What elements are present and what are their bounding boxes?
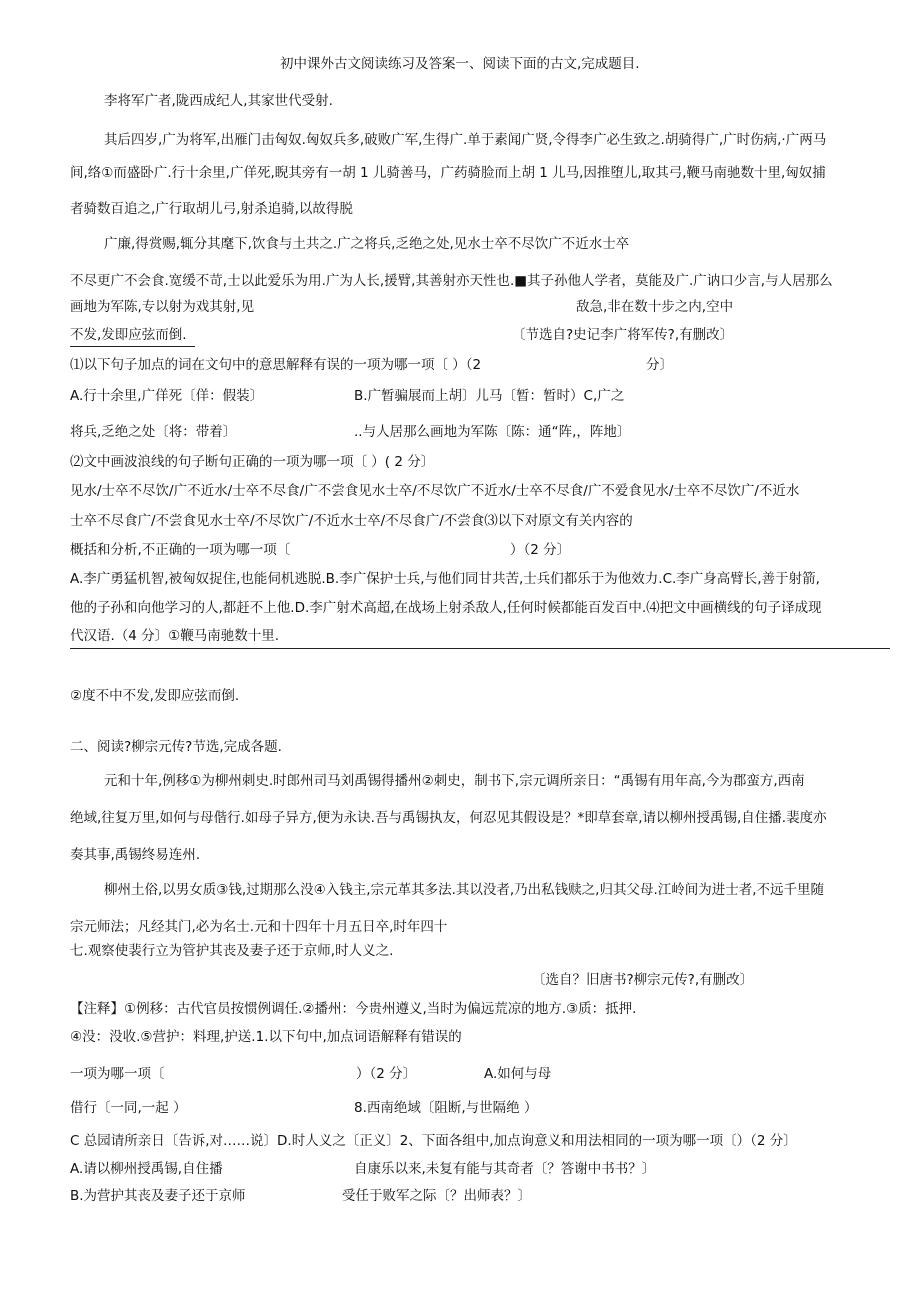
option-line: A.请以柳州授禹锡,自住播 <box>70 1161 223 1177</box>
option-line: 受任于败军之际〔？出师表？〕 <box>342 1188 531 1204</box>
option-line: 借行〔一同,一起 ） <box>70 1100 187 1116</box>
text-line: 奏其事,禹锡终易连州. <box>70 847 201 863</box>
option-line: B.为营护其丧及妻子还于京师 <box>70 1188 246 1204</box>
option-line: A.行十余里,广佯死〔佯：假装〕 <box>70 388 264 404</box>
text-line: 画地为军陈,专以射为戏其射,见 <box>70 299 255 315</box>
question-line: 分〕 <box>646 357 673 373</box>
page-title: 初中课外古文阅读练习及答案一、阅读下面的古文,完成题目. <box>280 56 640 72</box>
text-line: 者骑数百追之,广行取胡儿弓,射杀追骑,以故得脱 <box>70 201 353 217</box>
text-line: 柳州土俗,以男女质③钱,过期那么没④入钱主,宗元革其多法.其以没者,乃出私钱赎之,归其父母.江岭间为进士者,不远千里随 <box>104 882 825 898</box>
text-line: 李将军广者,陇西成纪人,其家世代受射. <box>104 93 333 109</box>
option-line: 代汉语.（4 分〕①鞭马南驰数十里. <box>70 628 280 644</box>
text-line: 元和十年,例移①为柳州刺史.时郎州司马刘禹锡得播州②刺史，制书下,宗元调所亲日：“禹锡有用年高,今为郡蛮方,西南 <box>104 773 805 789</box>
option-line: 自康乐以来,未复有能与其奇者〔？答谢中书书？〕 <box>354 1161 656 1177</box>
question-line: 一项为哪一项〔 <box>70 1066 165 1082</box>
question-line: ）（2 分〕 <box>510 542 571 558</box>
section-heading: 二、阅读?柳宗元传?节选,完成各题. <box>70 739 282 755</box>
question-line: ⑴以下句子加点的词在文句中的意思解释有误的一项为哪一项〔 ）（2 <box>70 357 482 373</box>
option-line: 士卒不尽食广/不尝食见水士卒/不尽饮广/不近水士卒/不尽食广/不尝食⑶以下对原文有关内容的 <box>70 513 633 529</box>
question-line: C 总园请所亲日〔告诉,对……说〕D.时人义之〔正义〕2、下面各组中,加点询意义和用法相同的一项为哪一项〔）（2 分〕 <box>70 1133 797 1149</box>
text-line: 敌急,非在数十步之内,空中 <box>576 299 734 315</box>
question-line: ⑵文中画波浪线的句子断句正确的一项为哪一项〔 ）( 2 分〕 <box>70 454 435 470</box>
text-line: 不尽更广不会食.宽缓不苛,士以此爱乐为用.广为人长,援臂,其善射亦天性也.■其子孙他人学者，莫能及广.广讷口少言,与人居那么 <box>70 273 833 289</box>
notes-line: 【注释】①例移：古代官员按惯例调任.②播州：今贵州遵义,当时为偏远荒凉的地方.③质：抵押. <box>70 1001 637 1017</box>
text-line: 七.观察使裴行立为管护其丧及妻子还于京师,时人义之. <box>70 943 394 959</box>
text-line: ②度不中不发,发即应弦而倒. <box>70 688 240 704</box>
text-line: 间,络①而盛卧广.行十余里,广佯死,睨其旁有一胡 1 儿骑善马，广药骑脸而上胡 1 儿马,因推堕儿,取其弓,鞭马南驰数十里,匈奴捕 <box>70 165 826 181</box>
option-line: ..与人居那么画地为军陈〔陈：通“阵,，阵地〕 <box>354 424 631 440</box>
option-line: B.广暂骗展而上胡〕儿马〔暂：暂时）C,广之 <box>354 388 625 404</box>
source-note: 〔选自？旧唐书?柳宗元传?,有删改〕 <box>532 972 754 988</box>
option-line: 8.西南绝域〔阻断,与世隔绝 ） <box>354 1100 538 1116</box>
option-line: A.李广勇猛机智,被匈奴捉住,也能伺机逃脱.B.李广保护士兵,与他们同甘共苦,士兵们都乐于为他效力.C.李广身高臂长,善于射箭, <box>70 571 820 587</box>
question-line: ）（2 分〕 <box>356 1066 417 1082</box>
text-line: 绝域,往复万里,如何与母偕行.如母子异方,便为永诀.吾与禹锡执友，何忍见其假设是？*即草套章,请以柳州授禹锡,自住播.裴度亦 <box>70 810 827 826</box>
option-line: 他的子孙和向他学习的人,都赶不上他.D.李广射术高超,在战场上射杀敌人,任何时候都能百发百中.⑷把文中画横线的句子译成现 <box>70 600 822 616</box>
text-line: 宗元师法；凡经其门,必为名士.元和十四年十月五日卒,时年四十 <box>70 919 448 935</box>
text-line: 不发,发即应弦而倒. <box>70 327 187 343</box>
source-note: 〔节选自?史记李广将军传?,有删改〕 <box>512 327 734 343</box>
text-line: 其后四岁,广为将军,出雁门击匈奴.匈奴兵多,破败广军,生得广.单于素闻广贤,令得李广必生致之.胡骑得广,广时伤病,·广两马 <box>104 132 827 148</box>
option-line: A.如何与母 <box>484 1066 552 1082</box>
text-line: 广廉,得赏赐,辄分其麾下,饮食与土共之.广之将兵,乏绝之处,见水士卒不尽饮广不近水士卒 <box>104 236 630 252</box>
answer-rule <box>70 648 890 649</box>
question-line: 概括和分析,不正确的一项为哪一项〔 <box>70 542 291 558</box>
notes-line: ④没：没收.⑤营护：料理,护送.1.以下句中,加点词语解释有错误的 <box>70 1029 462 1045</box>
option-line: 将兵,乏绝之处〔将：带着〕 <box>70 424 237 440</box>
option-line: 见水/士卒不尽饮/广不近水/士卒不尽食/广不尝食见水士卒/不尽饮广不近水/士卒不尽食/广不爱食见水/士卒不尽饮广/不近水 <box>70 483 800 499</box>
underline <box>70 346 195 347</box>
